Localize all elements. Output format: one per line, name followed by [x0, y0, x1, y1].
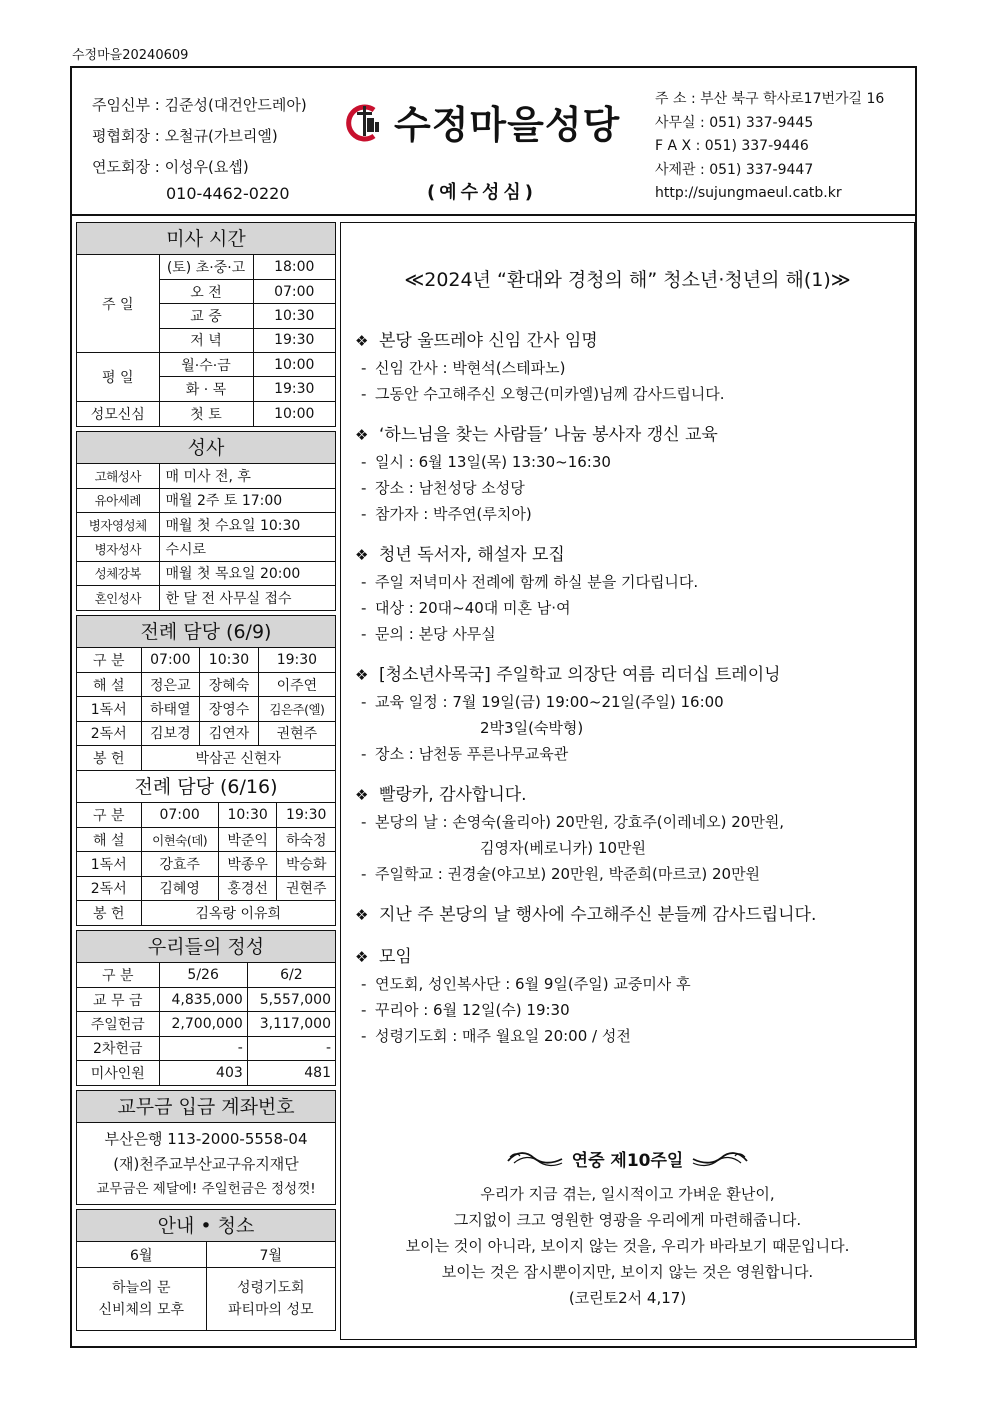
table-row: 해 설 정은교 장혜숙 이주연 — [77, 672, 335, 696]
diamond-bullet-icon: ❖ — [355, 948, 369, 966]
table-row: 2차헌금 - - — [77, 1036, 335, 1060]
list-item: - 참가자 : 박주연(루치아) — [361, 505, 532, 523]
church-logo — [344, 94, 620, 149]
offerings-table — [77, 963, 335, 1085]
announcement-section: ❖ ‘하느님을 찾는 사람들’ 나눔 봉사자 갱신 교육 - 일시 : 6월 13일(목) 13:30~16:30 - 장소 : 남천성당 소성당 - 참가자 : 박주연(루치아) — [355, 421, 905, 527]
document-id: 수정마을20240609 — [72, 48, 189, 63]
diamond-bullet-icon: ❖ — [355, 546, 369, 564]
notice-box — [76, 1209, 336, 1331]
staff-yeondo-president: 연도회장 : 이성우(요셉) — [92, 158, 249, 176]
list-item-continuation: 김영자(베로니카) 10만원 — [480, 839, 646, 857]
staff-council-president: 평협회장 : 오철규(가브리엘) — [92, 127, 278, 145]
sacraments-title: 성사 — [77, 432, 335, 464]
account-box — [76, 1090, 336, 1205]
mass-times-title: 미사 시간 — [77, 223, 335, 255]
announcement-section: ❖ 지난 주 본당의 날 행사에 수고해주신 분들께 감사드립니다. — [355, 901, 905, 929]
table-row: 성체강복 매월 첫 목요일 20:00 — [77, 561, 335, 585]
offerings-box — [76, 930, 336, 1086]
sacraments-box — [76, 431, 336, 611]
left-flourish-icon — [506, 1147, 564, 1169]
table-row: 화 · 목 19:30 — [77, 377, 335, 401]
table-row: 주 일 (토) 초·중·고 18:00 — [77, 255, 335, 279]
liturgy-0609-table — [77, 648, 335, 770]
list-item: - 일시 : 6월 13일(목) 13:30~16:30 — [361, 453, 611, 471]
sidebar — [76, 222, 336, 1335]
table-row: 2독서 김혜영 홍경선 권현주 — [77, 876, 335, 900]
mass-times-box — [76, 222, 336, 427]
offerings-title: 우리들의 정성 — [77, 931, 335, 963]
list-item: - 대상 : 20대~40대 미혼 남·여 — [361, 599, 571, 617]
list-item: - 문의 : 본당 사무실 — [361, 625, 496, 643]
diamond-bullet-icon: ❖ — [355, 666, 369, 684]
account-info — [77, 1123, 335, 1204]
diamond-bullet-icon: ❖ — [355, 332, 369, 350]
table-row: 6월 7월 — [77, 1242, 335, 1268]
announcement-section: ❖ 빨랑카, 감사합니다. - 본당의 날 : 손영숙(율리아) 20만원, 강효주(이레네오) 20만원, 김영자(베로니카) 10만원 - 주일학교 : 권경술(야고보) 20만원, 박준희(마르코) 20만원 — [355, 781, 905, 887]
list-item-continuation: 2박3일(숙박형) — [480, 719, 584, 737]
table-row: 구 분 5/26 6/2 — [77, 963, 335, 987]
mass-times-table — [77, 255, 335, 426]
list-item: - 꾸리아 : 6월 12일(수) 19:30 — [361, 1001, 570, 1019]
church-name: 수정마을성당 — [394, 103, 621, 147]
account-holder: (재)천주교부산교구유지재단 — [113, 1154, 299, 1173]
bulletin-frame — [70, 66, 917, 1348]
list-item: - 그동안 수고해주신 오형근(미카엘)님께 감사드립니다. — [361, 385, 725, 403]
table-row: 구 분 07:00 10:30 19:30 — [77, 648, 335, 672]
diamond-bullet-icon: ❖ — [355, 906, 369, 924]
liturgy-0616-table — [77, 803, 335, 925]
list-item: - 장소 : 남천성당 소성당 — [361, 479, 525, 497]
contact-rectory: 사제관 : 051) 337-9447 — [655, 161, 814, 178]
account-title: 교무금 입금 계좌번호 — [77, 1091, 335, 1123]
verse-title: 연중 제10주일 — [571, 1150, 684, 1171]
staff-list — [92, 90, 307, 205]
table-row: 평 일 월·수·금 10:00 — [77, 353, 335, 377]
contact-info — [655, 88, 884, 206]
contact-office: 사무실 : 051) 337-9445 — [655, 114, 814, 131]
sacraments-table — [77, 464, 335, 610]
table-row: 병자영성체 매월 첫 수요일 10:30 — [77, 513, 335, 537]
table-row: 고해성사 매 미사 전, 후 — [77, 464, 335, 488]
verse-text: 우리가 지금 겪는, 일시적이고 가벼운 환난이, 그지없이 크고 영원한 영광을 우리에게 마련해줍니다. 보이는 것이 아니라, 보이지 않는 것을, 우리가 바라보기 때문입니다. 보이는 것은 잠시뿐이지만, 보이지 않는 것은 영원합니다. (코린토2서 4,17) — [405, 1185, 850, 1307]
announcement-section: ❖ 모임 - 연도회, 성인복사단 : 6월 9일(주일) 교중미사 후 - 꾸리아 : 6월 12일(수) 19:30 - 성령기도회 : 매주 월요일 20:00 / 성전 — [355, 943, 905, 1049]
contact-address: 주 소 : 부산 북구 학사로17번가길 16 — [655, 91, 885, 107]
announcement-section: ❖ [청소년사목국] 주일학교 의장단 여름 리더십 트레이닝 - 교육 일정 : 7월 19일(금) 19:00~21일(주일) 16:00 2박3일(숙박형) - 장소 : 남천동 푸른나무교육관 — [355, 661, 905, 767]
account-number: 부산은행 113-2000-5558-04 — [104, 1129, 308, 1148]
announcement-list — [355, 327, 905, 1063]
church-emblem-icon — [344, 100, 388, 144]
bulletin-header — [72, 68, 915, 216]
table-row: 주일헌금 2,700,000 3,117,000 — [77, 1012, 335, 1036]
table-row: 봉 헌 박삼곤 신현자 — [77, 746, 335, 770]
table-row: 1독서 하태열 장영수 김은주(엘) — [77, 697, 335, 721]
list-item: - 장소 : 남천동 푸른나무교육관 — [361, 745, 569, 763]
announcement-section: ❖ 청년 독서자, 해설자 모집 - 주일 저녁미사 전례에 함께 하실 분을 기다립니다. - 대상 : 20대~40대 미혼 남·여 - 문의 : 본당 사무실 — [355, 541, 905, 647]
table-row: 봉 헌 김옥랑 이유희 — [77, 901, 335, 925]
list-item: - 연도회, 성인복사단 : 6월 9일(주일) 교중미사 후 — [361, 975, 691, 993]
notice-table — [77, 1242, 335, 1330]
contact-website[interactable]: http://sujungmaeul.catb.kr — [655, 185, 842, 201]
liturgy-0609-box — [76, 615, 336, 771]
church-motto: (예수성심) — [427, 182, 538, 203]
diamond-bullet-icon: ❖ — [355, 426, 369, 444]
liturgy-0609-title: 전례 담당 (6/9) — [77, 616, 335, 648]
announcement-section: ❖ 본당 울뜨레야 신임 간사 임명 - 신임 간사 : 박현석(스테파노) - 그동안 수고해주신 오형근(미카엘)님께 감사드립니다. — [355, 327, 905, 407]
contact-fax: F A X : 051) 337-9446 — [655, 138, 809, 154]
notice-title: 안내 • 청소 — [77, 1210, 335, 1242]
table-row: 유아세례 매월 2주 토 17:00 — [77, 488, 335, 512]
table-row: 구 분 07:00 10:30 19:30 — [77, 803, 335, 827]
table-row: 병자성사 수시로 — [77, 537, 335, 561]
table-row: 하늘의 문 신비체의 모후 성령기도회 파티마의 성모 — [77, 1268, 335, 1330]
table-row: 교 중 10:30 — [77, 304, 335, 328]
staff-pastor: 주임신부 : 김준성(대건안드레아) — [92, 96, 307, 114]
table-row: 미사인원 403 481 — [77, 1061, 335, 1085]
list-item: - 교육 일정 : 7월 19일(금) 19:00~21일(주일) 16:00 — [361, 693, 724, 711]
table-row: 교 무 금 4,835,000 5,557,000 — [77, 987, 335, 1011]
table-row: 오 전 07:00 — [77, 279, 335, 303]
announcements-panel — [340, 222, 915, 1340]
list-item: - 신임 간사 : 박현석(스테파노) — [361, 359, 566, 377]
page-title: ≪2024년 “환대와 경청의 해” 청소년·청년의 해(1)≫ — [404, 269, 851, 291]
list-item: - 주일 저녁미사 전례에 함께 하실 분을 기다립니다. — [361, 573, 699, 591]
table-row: 성모신심 첫 토 10:00 — [77, 401, 335, 425]
staff-phone: 010-4462-0220 — [166, 184, 290, 203]
list-item: - 주일학교 : 권경술(야고보) 20만원, 박준희(마르코) 20만원 — [361, 865, 761, 883]
sunday-verse — [341, 1143, 914, 1311]
liturgy-0616-box — [76, 771, 336, 926]
list-item: - 본당의 날 : 손영숙(율리아) 20만원, 강효주(이레네오) 20만원, — [361, 813, 785, 831]
right-flourish-icon — [691, 1147, 749, 1169]
table-row: 저 녁 19:30 — [77, 328, 335, 352]
table-row: 1독서 강효주 박종우 박승화 — [77, 852, 335, 876]
account-note: 교무금은 제달에! 주일헌금은 정성껏! — [96, 1180, 316, 1197]
liturgy-0616-title: 전례 담당 (6/16) — [77, 771, 335, 803]
table-row: 2독서 김보경 김연자 권현주 — [77, 721, 335, 745]
list-item: - 성령기도회 : 매주 월요일 20:00 / 성전 — [361, 1027, 631, 1045]
table-row: 해 설 이현숙(데) 박준익 하숙정 — [77, 827, 335, 851]
table-row: 혼인성사 한 달 전 사무실 접수 — [77, 586, 335, 610]
diamond-bullet-icon: ❖ — [355, 786, 369, 804]
